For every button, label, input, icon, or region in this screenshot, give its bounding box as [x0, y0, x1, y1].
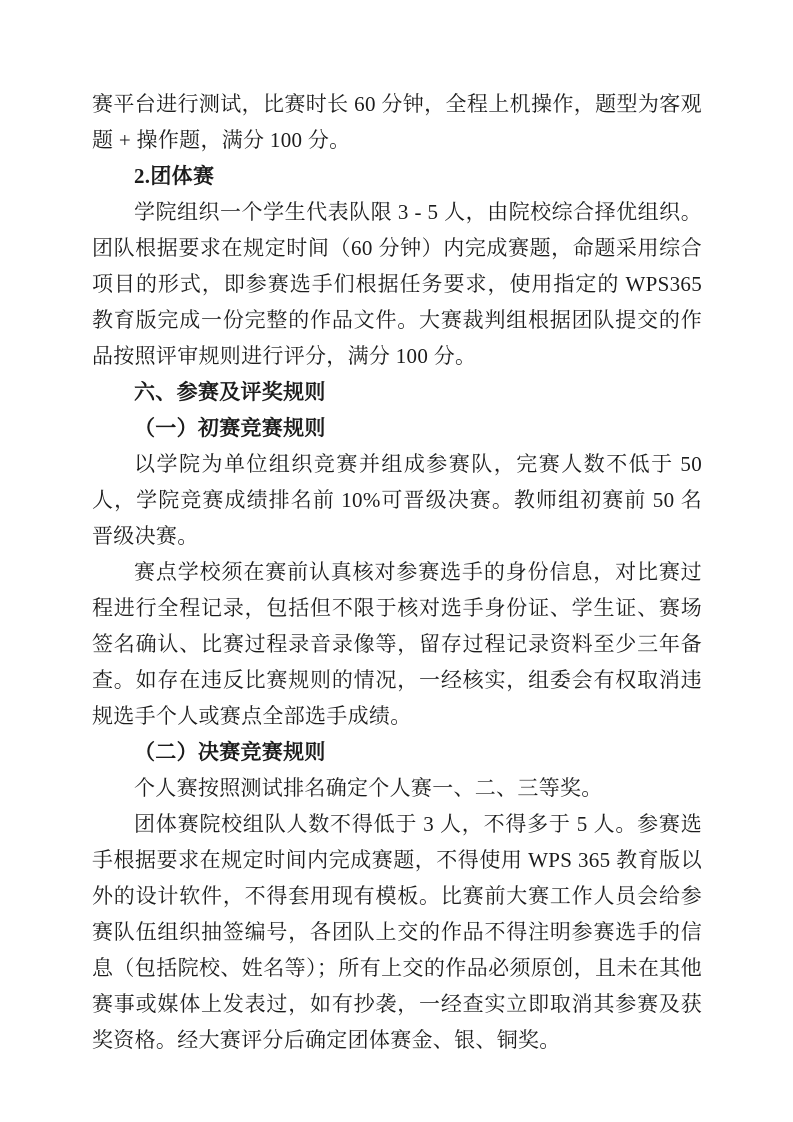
- paragraph-team-competition-rules: 学院组织一个学生代表队限 3 - 5 人，由院校综合择优组织。团队根据要求在规定时间（60 分钟）内完成赛题，命题采用综合项目的形式，即参赛选手们根据任务要求，使用指定的 WPS365 教育版完成一份完整的作品文件。大赛裁判组根据团队提交的作品按照评审规则进行评分，满分 100 分。: [92, 200, 702, 368]
- heading-preliminary-round-rules: （一）初赛竞赛规则: [134, 416, 326, 440]
- heading-final-round-rules: （二）决赛竞赛规则: [134, 740, 326, 764]
- heading-team-competition: 2.团体赛: [134, 164, 215, 188]
- document-body: [92, 86, 702, 1058]
- paragraph-individual-contest-continuation: 赛平台进行测试，比赛时长 60 分钟，全程上机操作，题型为客观题 + 操作题，满分 100 分。: [92, 92, 702, 152]
- paragraph-team-final-rules-awards: 团体赛院校组队人数不得低于 3 人，不得多于 5 人。参赛选手根据要求在规定时间内完成赛题，不得使用 WPS 365 教育版以外的设计软件，不得套用现有模板。比赛前大赛工作人员会给参赛队伍组织抽签编号，各团队上交的作品不得注明参赛选手的信息（包括院校、姓名等）；所有上交的作品必须原创，且未在其他赛事或媒体上发表过，如有抄袭，一经查实立即取消其参赛及获奖资格。经大赛评分后确定团体赛金、银、铜奖。: [92, 812, 702, 1052]
- paragraph-preliminary-organization: 以学院为单位组织竞赛并组成参赛队，完赛人数不低于 50 人，学院竞赛成绩排名前 10%可晋级决赛。教师组初赛前 50 名晋级决赛。: [92, 452, 702, 548]
- heading-section-six-entry-award-rules: 六、参赛及评奖规则: [134, 380, 326, 404]
- paragraph-individual-awards: 个人赛按照测试排名确定个人赛一、二、三等奖。: [134, 776, 603, 800]
- paragraph-identity-verification-records: 赛点学校须在赛前认真核对参赛选手的身份信息，对比赛过程进行全程记录，包括但不限于核对选手身份证、学生证、赛场签名确认、比赛过程录音录像等，留存过程记录资料至少三年备查。如存在违反比赛规则的情况，一经核实，组委会有权取消违规选手个人或赛点全部选手成绩。: [92, 560, 702, 728]
